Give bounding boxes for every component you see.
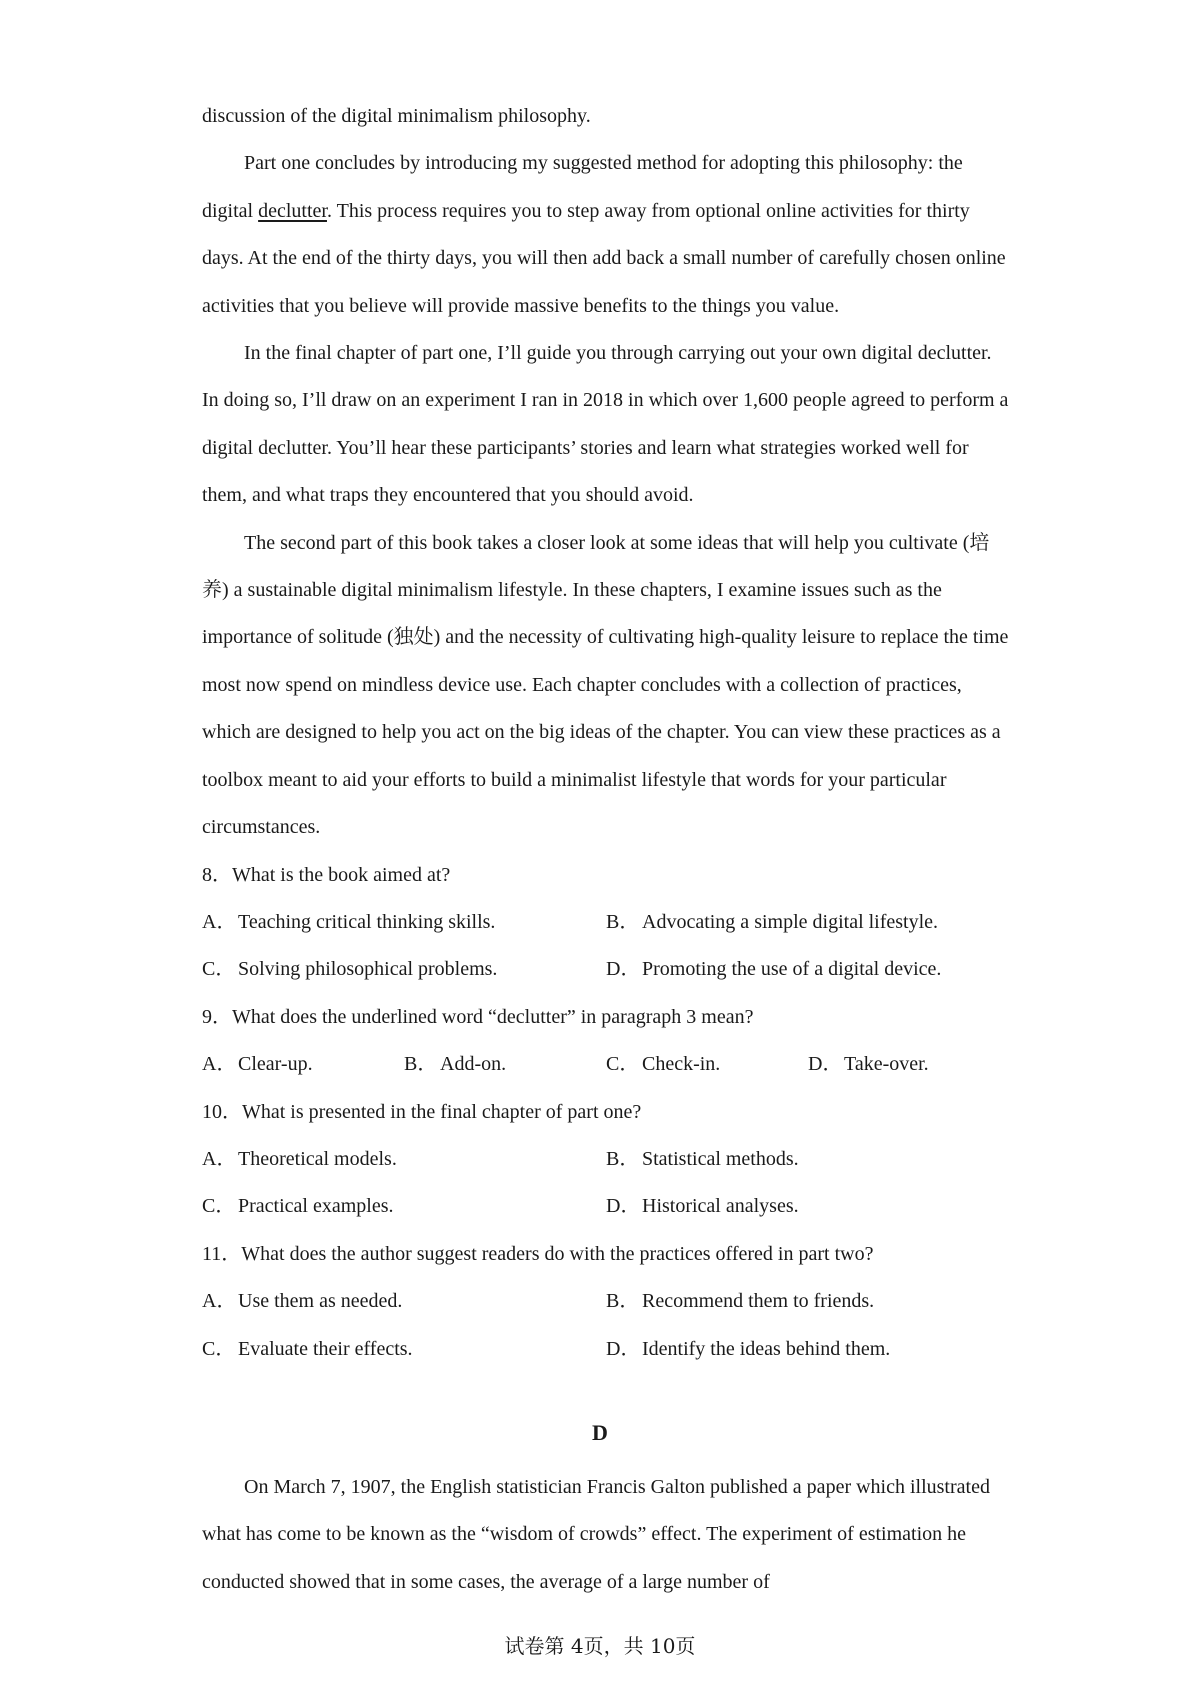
option-text: Promoting the use of a digital device. bbox=[642, 958, 942, 981]
option-letter: A． bbox=[202, 910, 237, 933]
option-c[interactable] bbox=[202, 1183, 606, 1230]
option-c[interactable] bbox=[202, 1326, 606, 1373]
question-stem bbox=[202, 1231, 1010, 1278]
option-b[interactable] bbox=[404, 1041, 606, 1088]
option-letter: A． bbox=[202, 1053, 237, 1076]
option-text: Advocating a simple digital lifestyle. bbox=[642, 910, 939, 933]
option-letter: C． bbox=[202, 1337, 236, 1360]
options-row bbox=[202, 1183, 1010, 1230]
option-letter: C． bbox=[202, 958, 236, 981]
question-number: 9． bbox=[202, 1005, 232, 1028]
option-letter: D． bbox=[606, 958, 641, 981]
option-letter: A． bbox=[202, 1147, 237, 1170]
option-a[interactable] bbox=[202, 1041, 404, 1088]
question-text: What is presented in the final chapter of part one? bbox=[242, 1100, 642, 1123]
question-10 bbox=[202, 1089, 1010, 1231]
option-text: Use them as needed. bbox=[238, 1290, 403, 1313]
options-row bbox=[202, 1278, 1010, 1325]
option-text: Take-over. bbox=[844, 1053, 929, 1076]
question-text: What does the author suggest readers do with the practices offered in part two? bbox=[241, 1242, 874, 1265]
option-text: Teaching critical thinking skills. bbox=[238, 910, 496, 933]
option-d[interactable] bbox=[606, 1326, 1010, 1373]
question-stem bbox=[202, 994, 1010, 1041]
options-row bbox=[202, 899, 1010, 946]
option-c[interactable] bbox=[202, 946, 606, 993]
option-text: Practical examples. bbox=[238, 1195, 394, 1218]
question-number: 10． bbox=[202, 1100, 242, 1123]
option-letter: C． bbox=[606, 1053, 640, 1076]
passage-c-paragraph-4: The second part of this book takes a closer look at some ideas that will help you cultivate (培养) a sustainable digital minimalism lifestyle. In these chapters, I examine issues such as the importance of solitude (独处) and the necessity of cultivating high-quality leisure to replace the time most now spend on mindless device use. Each chapter concludes with a collection of practices, which are designed to help you act on the big ideas of the chapter. You can view these practices as a toolbox meant to aid your efforts to build a minimalist lifestyle that words for your particular circumstances. bbox=[202, 531, 1009, 839]
option-d[interactable] bbox=[808, 1041, 1010, 1088]
options-row bbox=[202, 1041, 1010, 1088]
passage-c bbox=[202, 93, 1010, 1373]
question-11 bbox=[202, 1231, 1010, 1373]
question-number: 11． bbox=[202, 1242, 242, 1265]
option-text: Solving philosophical problems. bbox=[238, 958, 498, 981]
option-d[interactable] bbox=[606, 1183, 1010, 1230]
option-letter: B． bbox=[606, 1290, 640, 1313]
question-text: What does the underlined word “declutter” in paragraph 3 mean? bbox=[232, 1005, 754, 1028]
option-letter: C． bbox=[202, 1195, 236, 1218]
option-d[interactable] bbox=[606, 946, 1010, 993]
options-row bbox=[202, 1136, 1010, 1183]
option-text: Check-in. bbox=[642, 1053, 721, 1076]
option-letter: D． bbox=[606, 1337, 641, 1360]
paragraph-2-text-b: . This process requires you to step away from optional online activities for thirty days. At the end of the thirty days, you will then add back a small number of carefully chosen online activities that you believe will provide massive benefits to the things you value. bbox=[202, 199, 1006, 317]
option-letter: B． bbox=[606, 910, 640, 933]
underlined-word-declutter: declutter bbox=[258, 199, 327, 222]
option-b[interactable] bbox=[606, 899, 1010, 946]
option-text: Identify the ideas behind them. bbox=[642, 1337, 891, 1360]
option-text: Historical analyses. bbox=[642, 1195, 799, 1218]
option-text: Clear-up. bbox=[238, 1053, 313, 1076]
option-letter: B． bbox=[606, 1147, 640, 1170]
option-b[interactable] bbox=[606, 1136, 1010, 1183]
option-a[interactable] bbox=[202, 899, 606, 946]
question-9 bbox=[202, 994, 1010, 1089]
option-a[interactable] bbox=[202, 1278, 606, 1325]
paragraph-2-text-a: Part one concludes by introducing my suggested method for adopting this philosophy: the digital bbox=[202, 152, 963, 222]
question-number: 8． bbox=[202, 863, 232, 886]
question-8 bbox=[202, 852, 1010, 994]
option-letter: A． bbox=[202, 1290, 237, 1313]
option-b[interactable] bbox=[606, 1278, 1010, 1325]
option-text: Evaluate their effects. bbox=[238, 1337, 413, 1360]
option-text: Statistical methods. bbox=[642, 1147, 799, 1170]
option-text: Theoretical models. bbox=[238, 1147, 397, 1170]
question-stem bbox=[202, 1089, 1010, 1136]
question-stem bbox=[202, 852, 1010, 899]
question-text: What is the book aimed at? bbox=[232, 863, 451, 886]
passage-d-paragraph-1: On March 7, 1907, the English statistician Francis Galton published a paper which illustrated what has come to be known as the “wisdom of crowds” effect. The experiment of estimation he conducted showed that in some cases, the average of a large number of bbox=[202, 1476, 990, 1593]
options-row bbox=[202, 946, 1010, 993]
page-footer: 试卷第 4页，共 10页 bbox=[504, 1634, 696, 1658]
option-text: Recommend them to friends. bbox=[642, 1290, 875, 1313]
passage-c-paragraph-2 bbox=[202, 140, 1010, 330]
passage-d bbox=[202, 1464, 1010, 1606]
option-a[interactable] bbox=[202, 1136, 606, 1183]
option-letter: D． bbox=[808, 1053, 843, 1076]
options-row bbox=[202, 1326, 1010, 1373]
option-letter: D． bbox=[606, 1195, 641, 1218]
option-text: Add-on. bbox=[440, 1053, 507, 1076]
option-c[interactable] bbox=[606, 1041, 808, 1088]
option-letter: B． bbox=[404, 1053, 438, 1076]
passage-c-paragraph-3: In the final chapter of part one, I’ll guide you through carrying out your own digital declutter. In doing so, I’ll draw on an experiment I ran in 2018 in which over 1,600 people agreed to perform a digital declutter. You’ll hear these participants’ stories and learn what strategies worked well for them, and what traps they encountered that you should avoid. bbox=[202, 342, 1009, 507]
passage-c-paragraph-1-end: discussion of the digital minimalism philosophy. bbox=[202, 105, 591, 127]
section-d-title: D bbox=[592, 1420, 608, 1445]
